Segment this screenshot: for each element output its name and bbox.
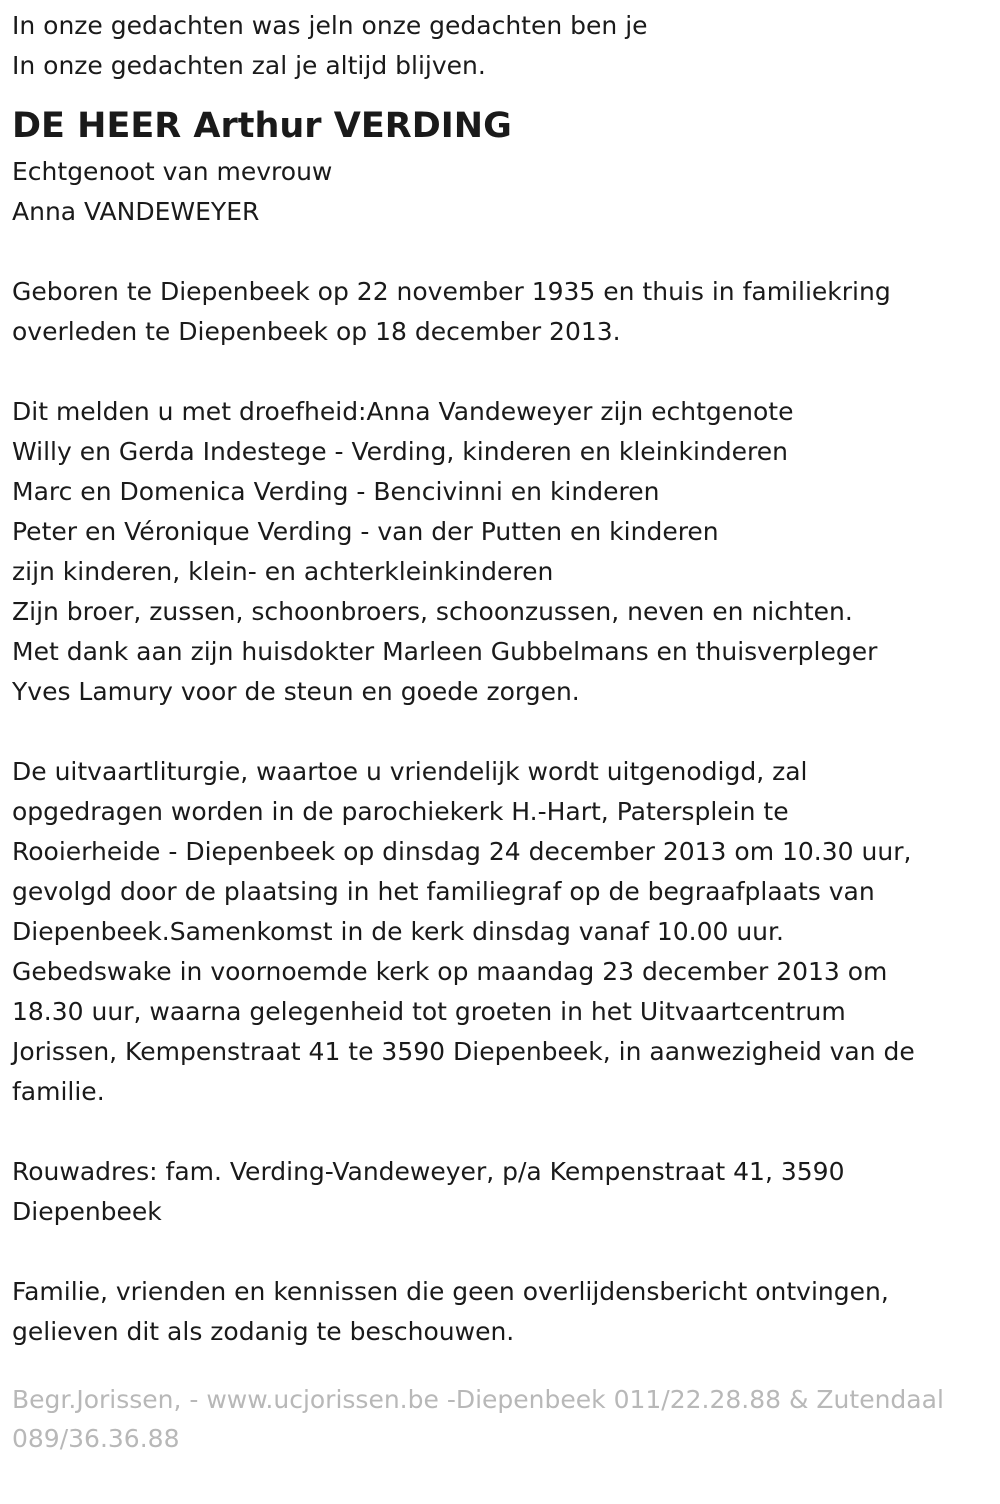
funeral-line: familie. [12,1077,105,1106]
birth-death-paragraph [12,272,988,352]
family-line: Met dank aan zijn huisdokter Marleen Gubbelmans en thuisverpleger [12,637,878,666]
verse-line: In onze gedachten was jeln onze gedachten ben je [12,11,648,40]
notice-paragraph [12,1272,988,1352]
verse-block [12,6,988,86]
paragraph-spacer [12,1232,988,1272]
footer-line: Begr.Jorissen, - www.ucjorissen.be -Diepenbeek 011/22.28.88 & Zutendaal [12,1385,944,1414]
family-line: Peter en Véronique Verding - van der Putten en kinderen [12,517,719,546]
paragraph-spacer [12,232,988,272]
address-paragraph [12,1152,988,1232]
notice-line: Familie, vrienden en kennissen die geen overlijdensbericht ontvingen, [12,1277,889,1306]
funeral-line: De uitvaartliturgie, waartoe u vriendelijk wordt uitgenodigd, zal [12,757,808,786]
spouse-block [12,152,988,232]
paragraph-spacer [12,1112,988,1152]
spouse-line: Echtgenoot van mevrouw [12,157,333,186]
family-line: zijn kinderen, klein- en achterkleinkinderen [12,557,554,586]
birth-death-line: overleden te Diepenbeek op 18 december 2013. [12,317,621,346]
paragraph-spacer [12,352,988,392]
deceased-name-title: DE HEER Arthur VERDING [12,106,512,146]
address-line: Rouwadres: fam. Verding-Vandeweyer, p/a Kempenstraat 41, 3590 [12,1157,845,1186]
notice-line: gelieven dit als zodanig te beschouwen. [12,1317,515,1346]
footer-line: 089/36.36.88 [12,1424,180,1453]
family-line: Dit melden u met droefheid:Anna Vandeweyer zijn echtgenote [12,397,794,426]
verse-line: In onze gedachten zal je altijd blijven. [12,51,486,80]
family-line: Yves Lamury voor de steun en goede zorgen. [12,677,580,706]
funeral-line: Diepenbeek.Samenkomst in de kerk dinsdag vanaf 10.00 uur. [12,917,784,946]
birth-death-line: Geboren te Diepenbeek op 22 november 1935 en thuis in familiekring [12,277,891,306]
funeral-line: Gebedswake in voornoemde kerk op maandag 23 december 2013 om [12,957,888,986]
funeral-line: opgedragen worden in de parochiekerk H.-Hart, Patersplein te [12,797,789,826]
funeral-line: Jorissen, Kempenstraat 41 te 3590 Diepenbeek, in aanwezigheid van de [12,1037,915,1066]
spouse-line: Anna VANDEWEYER [12,197,260,226]
address-line: Diepenbeek [12,1197,162,1226]
family-line: Willy en Gerda Indestege - Verding, kinderen en kleinkinderen [12,437,788,466]
paragraph-spacer [12,712,988,752]
funeral-home-footer [12,1380,988,1458]
family-line: Zijn broer, zussen, schoonbroers, schoonzussen, neven en nichten. [12,597,853,626]
funeral-line: 18.30 uur, waarna gelegenheid tot groeten in het Uitvaartcentrum [12,997,846,1026]
family-line: Marc en Domenica Verding - Bencivinni en kinderen [12,477,660,506]
funeral-paragraph [12,752,988,1112]
funeral-line: gevolgd door de plaatsing in het familiegraf op de begraafplaats van [12,877,875,906]
family-paragraph [12,392,988,712]
funeral-line: Rooierheide - Diepenbeek op dinsdag 24 december 2013 om 10.30 uur, [12,837,912,866]
